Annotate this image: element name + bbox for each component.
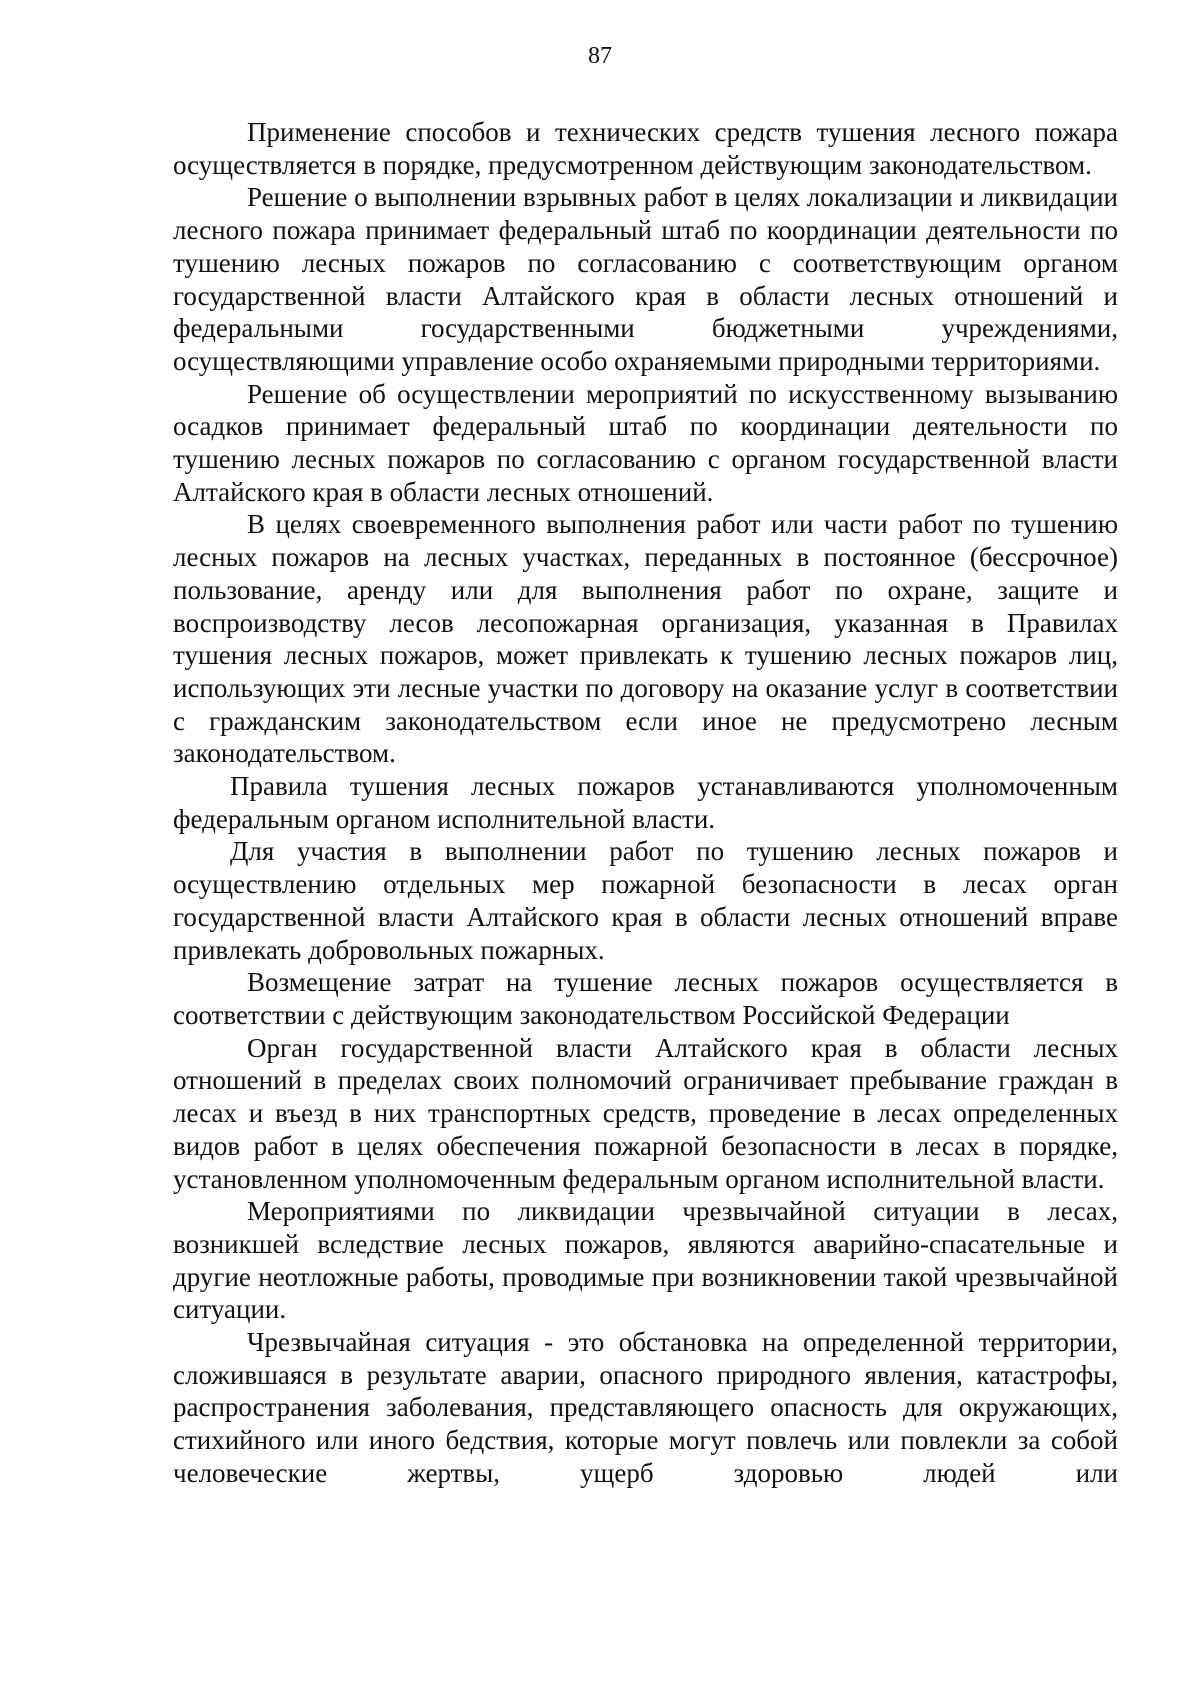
paragraph-emergency-measures: Мероприятиями по ликвидации чрезвычайной ситуации в лесах, возникшей вследствие лесных пожаров, являются аварийно-спасательные и другие неотложные работы, проводимые при возникновении такой чрезвычайной ситуации. [173,1196,1118,1325]
paragraph-blasting-decision: Решение о выполнении взрывных работ в целях локализации и ликвидации лесного пожара принимает федеральный штаб по координации деятельности по тушению лесных пожаров по согласованию с соответствующим органом государственной власти Алтайского края в области лесных отношений и федеральными государственными бюджетными учреждениями, осуществляющими управление особо охраняемыми природными территориями. [173,182,1118,376]
page-number: 87 [588,43,612,69]
paragraph-emergency-definition: Чрезвычайная ситуация - это обстановка на определенной территории, сложившаяся в результате аварии, опасного природного явления, катастрофы, распространения заболевания, представляющего опасность для окружающих, стихийного или иного бедствия, которые могут повлечь или повлекли за собой человеческие жертвы, ущерб здоровью людей или [173,1327,1118,1488]
paragraph-forest-access-restriction: Орган государственной власти Алтайского края в области лесных отношений в пределах своих полномочий ограничивает пребывание граждан в лесах и въезд в них транспортных средств, проведение в лесах определенных видов работ в целях обеспечения пожарной безопасности в лесах в порядке, установленном уполномоченным федеральным органом исполнительной власти. [173,1032,1118,1194]
paragraph-timely-work: В целях своевременного выполнения работ или части работ по тушению лесных пожаров на лесных участках, переданных в постоянное (бессрочное) пользование, аренду или для выполнения работ по охране, защите и воспроизводству лесов лесопожарная организация, указанная в Правилах тушения лесных пожаров, может привлекать к тушению лесных пожаров лиц, использующих эти лесные участки по договору на оказание услуг в соответствии с гражданским законодательством если иное не предусмотрено лесным законодательством. [173,509,1118,769]
paragraph-cost-reimbursement: Возмещение затрат на тушение лесных пожаров осуществляется в соответствии с действующим законодательством Российской Федерации [173,967,1118,1030]
paragraph-artificial-precipitation: Решение об осуществлении мероприятий по искусственному вызыванию осадков принимает федеральный штаб по координации деятельности по тушению лесных пожаров по согласованию с органом государственной власти Алтайского края в области лесных отношений. [173,378,1118,507]
document-body [173,116,1118,1490]
paragraph-fire-rules: Правила тушения лесных пожаров устанавливаются уполномоченным федеральным органом исполнительной власти. [173,771,1118,834]
paragraph-volunteer-firefighters: Для участия в выполнении работ по тушению лесных пожаров и осуществлению отдельных мер пожарной безопасности в лесах орган государственной власти Алтайского края в области лесных отношений вправе привлекать добровольных пожарных. [173,836,1118,965]
paragraph-fire-suppression-methods: Применение способов и технических средств тушения лесного пожара осуществляется в порядке, предусмотренном действующим законодательством. [173,117,1118,180]
